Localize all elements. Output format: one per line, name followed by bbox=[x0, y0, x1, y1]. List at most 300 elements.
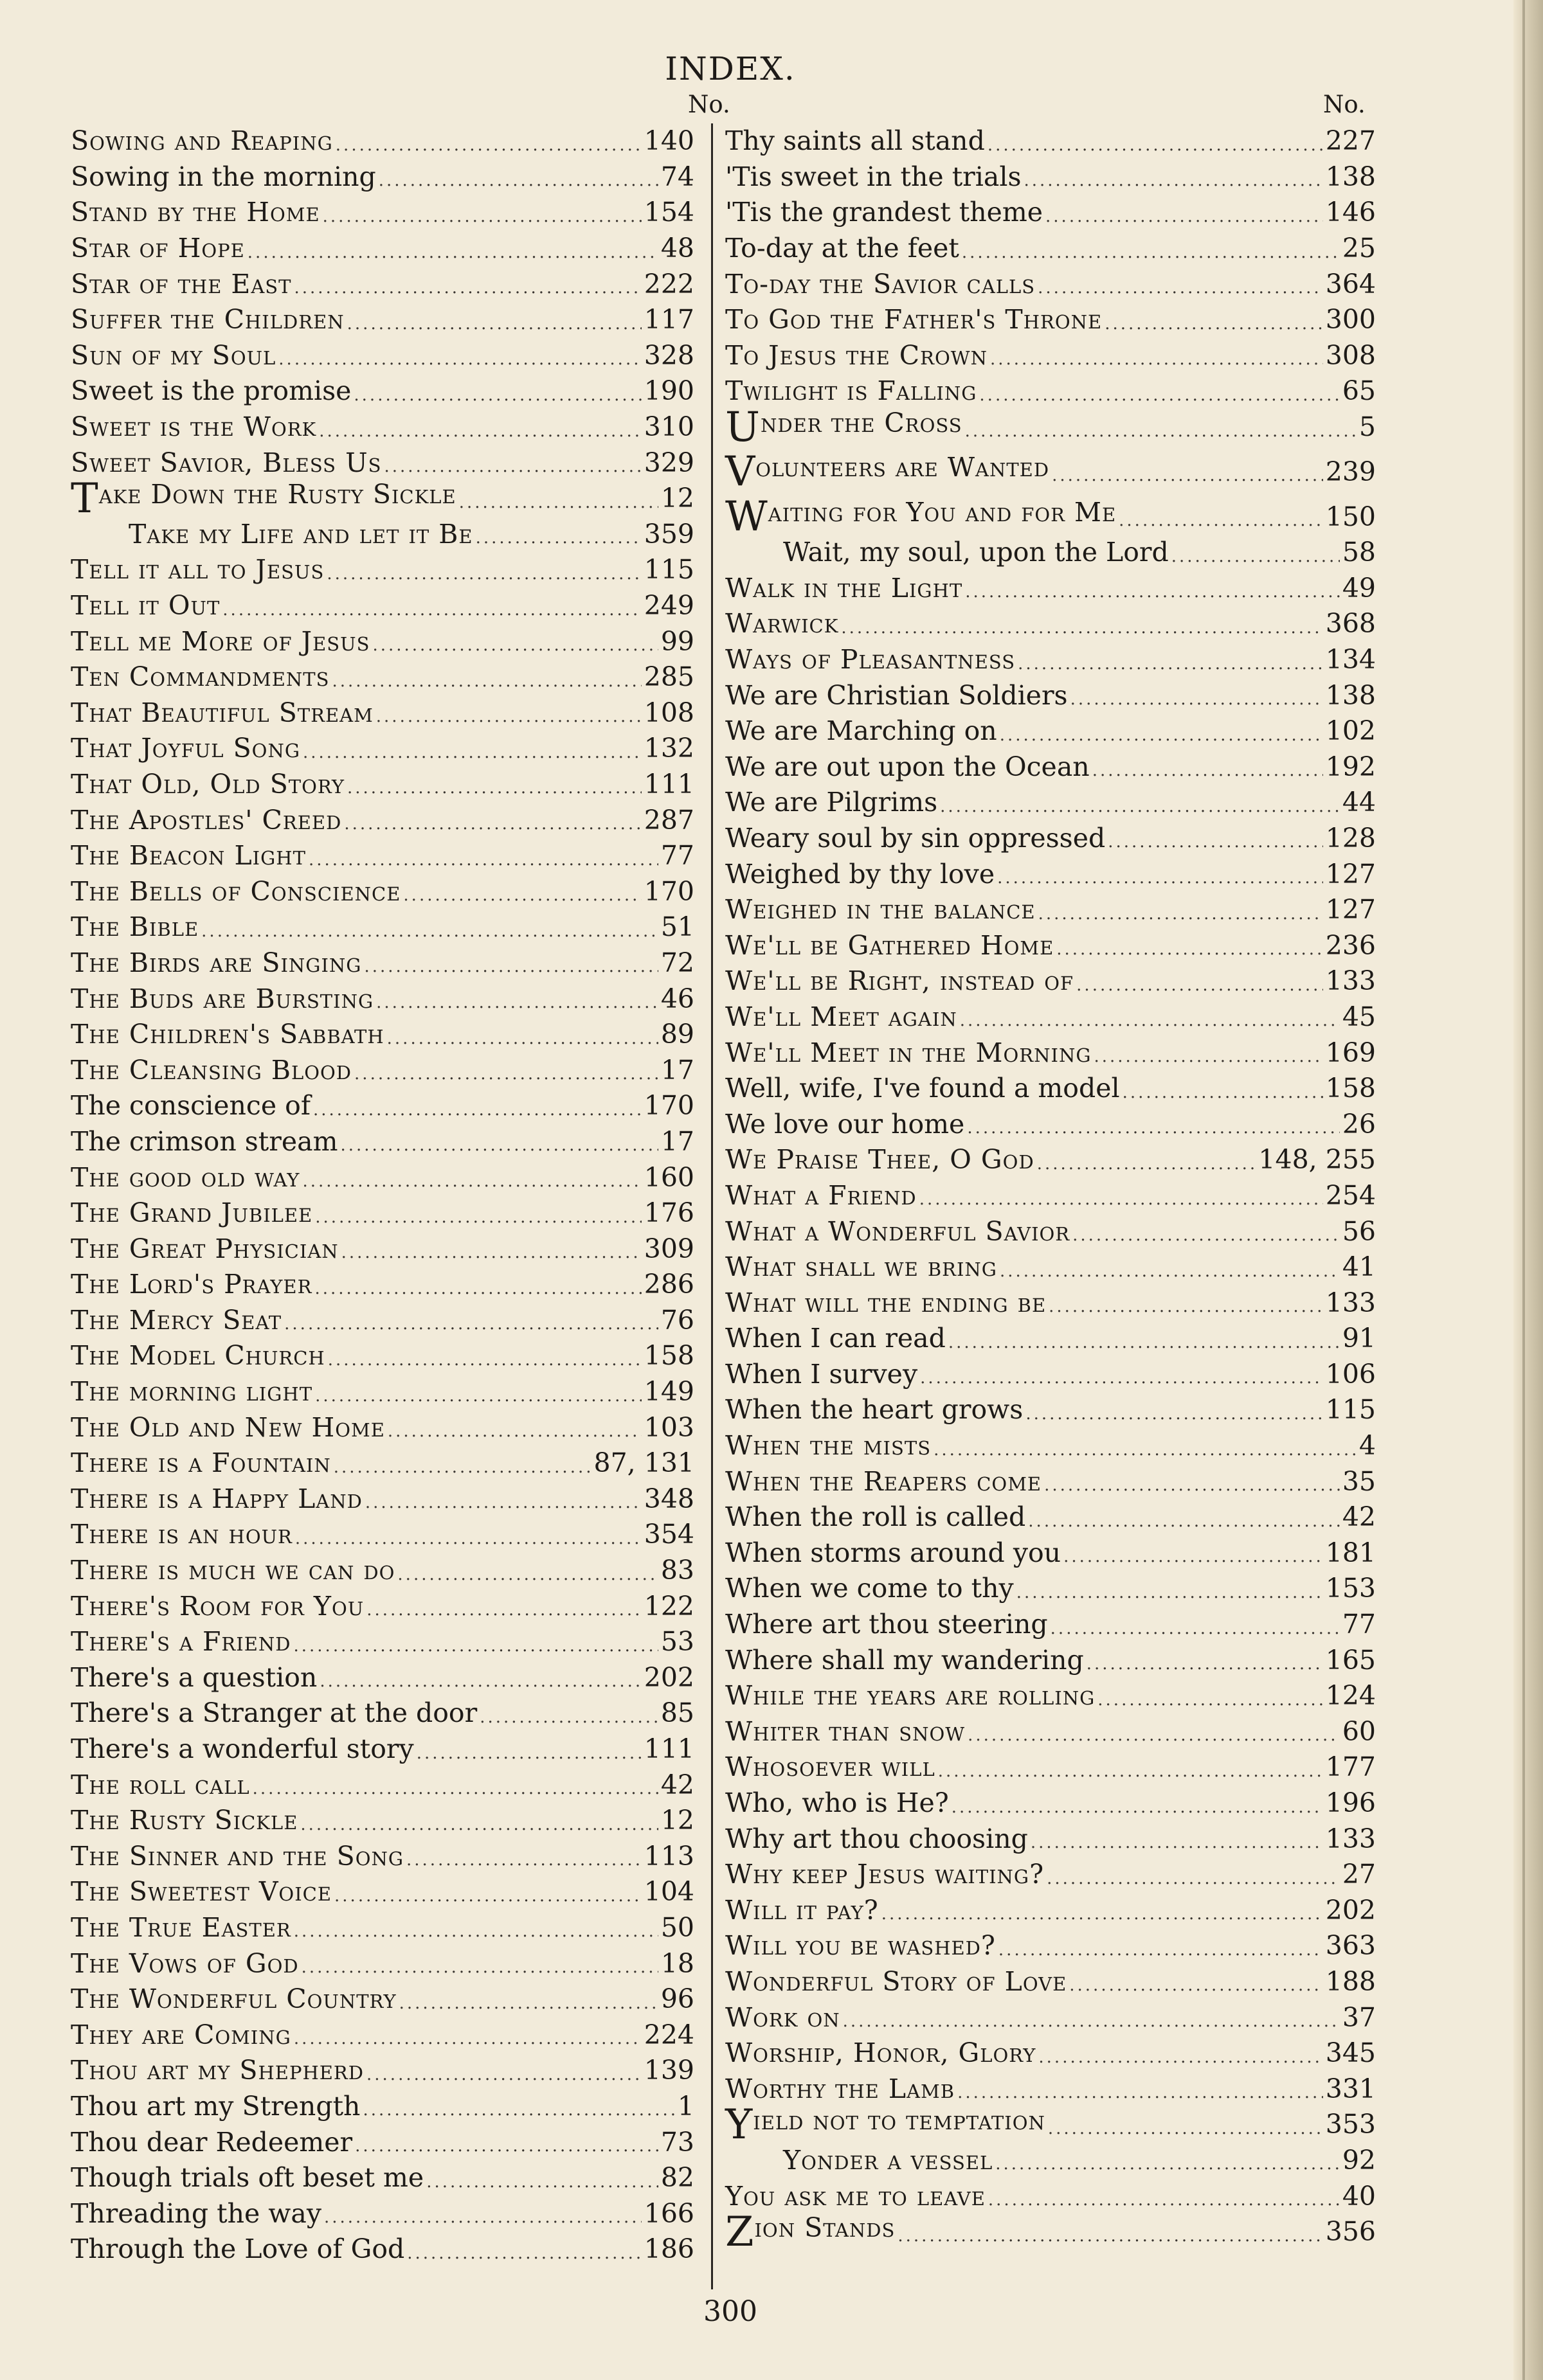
leader-dots bbox=[327, 566, 641, 582]
leader-dots bbox=[284, 1316, 658, 1332]
entry-title: We are Pilgrims bbox=[725, 787, 938, 818]
entry-title: Thou art my Strength bbox=[71, 2090, 361, 2122]
entry-title: The Vows of God bbox=[71, 1947, 299, 1979]
leader-dots bbox=[480, 1709, 658, 1726]
entry-number: 115 bbox=[1325, 1394, 1376, 1426]
entry-title: The Bible bbox=[71, 911, 199, 943]
leader-dots bbox=[948, 1334, 1340, 1351]
entry-title: The Beacon Light bbox=[71, 840, 306, 872]
leader-dots bbox=[315, 1209, 641, 1226]
index-entry bbox=[725, 403, 1376, 451]
entry-number: 249 bbox=[644, 590, 694, 622]
entry-number: 353 bbox=[1325, 2109, 1376, 2140]
index-entry bbox=[725, 1964, 1376, 2000]
page-spine-edge bbox=[1513, 0, 1543, 2380]
entry-number: 165 bbox=[1325, 1644, 1376, 1676]
index-entry bbox=[71, 2089, 694, 2125]
entry-title: We love our home bbox=[725, 1108, 965, 1140]
entry-title: Sowing and Reaping bbox=[71, 125, 333, 157]
entry-number: 17 bbox=[660, 1125, 694, 1157]
leader-dots bbox=[1038, 906, 1323, 922]
entry-title: We are out upon the Ocean bbox=[725, 751, 1090, 782]
leader-dots bbox=[248, 244, 658, 261]
index-entry bbox=[71, 1338, 694, 1374]
entry-number: 363 bbox=[1325, 1930, 1376, 1962]
index-entry bbox=[71, 1767, 694, 1803]
entry-title: There's a wonderful story bbox=[71, 1733, 414, 1765]
entry-title: The Buds are Bursting bbox=[71, 983, 374, 1014]
entry-title: When I survey bbox=[725, 1358, 918, 1390]
leader-dots bbox=[1000, 727, 1323, 744]
leader-dots bbox=[1171, 548, 1340, 565]
entry-title: That Old, Old Story bbox=[71, 768, 345, 800]
entry-number: 148, 255 bbox=[1258, 1144, 1376, 1176]
index-entry bbox=[725, 195, 1376, 231]
entry-title: There is much we can do bbox=[71, 1555, 395, 1586]
entry-number: 99 bbox=[660, 625, 694, 657]
entry-number: 308 bbox=[1325, 339, 1376, 371]
index-entry bbox=[71, 2124, 694, 2160]
entry-title: Wonderful Story of Love bbox=[725, 1965, 1067, 1997]
entry-number: 74 bbox=[660, 161, 694, 192]
index-entry bbox=[725, 1392, 1376, 1428]
index-entry bbox=[71, 552, 694, 588]
index-entry bbox=[71, 1517, 694, 1553]
leader-dots bbox=[1049, 1298, 1323, 1315]
entry-number: 5 bbox=[1358, 411, 1376, 443]
leader-dots bbox=[920, 1370, 1323, 1386]
entry-number: 202 bbox=[644, 1661, 694, 1693]
index-entry bbox=[71, 123, 694, 159]
index-entry bbox=[725, 1571, 1376, 1607]
entry-title: To-day the Savior calls bbox=[725, 268, 1036, 300]
entry-title: When storms around you bbox=[725, 1537, 1061, 1568]
entry-number: 166 bbox=[644, 2197, 694, 2229]
entry-title: Why keep Jesus waiting? bbox=[725, 1859, 1045, 1890]
index-entry bbox=[71, 1910, 694, 1946]
entry-number: 58 bbox=[1342, 537, 1376, 568]
index-entry bbox=[71, 409, 694, 445]
entry-number: 287 bbox=[644, 804, 694, 836]
leader-dots bbox=[278, 351, 641, 368]
entry-title: Tell it all to Jesus bbox=[71, 554, 325, 586]
index-entry bbox=[71, 1267, 694, 1303]
leader-dots bbox=[957, 2084, 1323, 2101]
index-entry bbox=[71, 1159, 694, 1195]
index-entry bbox=[71, 1017, 694, 1053]
entry-title: Zion Stands bbox=[725, 2208, 896, 2256]
entry-number: 77 bbox=[1342, 1609, 1376, 1640]
entry-number: 115 bbox=[644, 554, 694, 586]
leader-dots bbox=[201, 923, 658, 940]
index-entry bbox=[725, 2208, 1376, 2256]
index-entry bbox=[725, 1428, 1376, 1464]
index-entry bbox=[725, 713, 1376, 749]
entry-number: 254 bbox=[1325, 1179, 1376, 1211]
entry-number: 186 bbox=[644, 2233, 694, 2265]
index-entry bbox=[725, 266, 1376, 302]
entry-title: Work on bbox=[725, 2001, 840, 2033]
leader-dots bbox=[965, 423, 1357, 440]
leader-dots bbox=[363, 2102, 674, 2118]
entry-title: Sowing in the morning bbox=[71, 161, 376, 192]
entry-title: Sun of my Soul bbox=[71, 339, 276, 371]
leader-dots bbox=[1072, 1227, 1340, 1244]
entry-number: 328 bbox=[644, 339, 694, 371]
leader-dots bbox=[388, 1423, 642, 1440]
leader-dots bbox=[1087, 1656, 1323, 1672]
leader-dots bbox=[426, 2174, 658, 2190]
index-entry bbox=[71, 1124, 694, 1160]
index-entry bbox=[725, 1106, 1376, 1142]
index-entry bbox=[71, 1052, 694, 1088]
number-header-left: No. bbox=[688, 91, 730, 118]
entry-number: 26 bbox=[1342, 1108, 1376, 1140]
entry-number: 83 bbox=[660, 1555, 694, 1586]
entry-number: 96 bbox=[660, 1983, 694, 2015]
entry-number: 92 bbox=[1342, 2144, 1376, 2176]
entry-title: There's a question bbox=[71, 1661, 318, 1693]
entry-title: The True Easter bbox=[71, 1911, 291, 1943]
index-entry bbox=[71, 838, 694, 874]
entry-title: The Sweetest Voice bbox=[71, 1876, 332, 1908]
entry-number: 224 bbox=[644, 2019, 694, 2050]
entry-title: When we come to thy bbox=[725, 1573, 1014, 1604]
entry-title: The good old way bbox=[71, 1161, 300, 1193]
leader-dots bbox=[365, 1494, 642, 1511]
entry-title: Tell me More of Jesus bbox=[71, 625, 370, 657]
leader-dots bbox=[387, 1030, 658, 1047]
entry-title: There is a Happy Land bbox=[71, 1483, 363, 1514]
index-entry bbox=[71, 695, 694, 731]
entry-number: 82 bbox=[660, 2162, 694, 2194]
leader-dots bbox=[347, 316, 642, 332]
entry-title: The morning light bbox=[71, 1376, 313, 1408]
index-entry bbox=[725, 535, 1376, 571]
entry-title: The Bells of Conscience bbox=[71, 875, 401, 907]
entry-title: Twilight is Falling bbox=[725, 375, 977, 407]
entry-title: The Rusty Sickle bbox=[71, 1805, 298, 1836]
leader-dots bbox=[843, 2013, 1340, 2030]
entry-number: 53 bbox=[660, 1626, 694, 1658]
entry-number: 72 bbox=[660, 947, 694, 978]
entry-number: 122 bbox=[644, 1590, 694, 1622]
entry-title: Tell it Out bbox=[71, 590, 221, 622]
entry-number: 48 bbox=[660, 233, 694, 264]
entry-title: The Sinner and the Song bbox=[71, 1840, 404, 1872]
leader-dots bbox=[881, 1906, 1323, 1922]
entry-number: 132 bbox=[644, 733, 694, 764]
leader-dots bbox=[320, 1673, 641, 1690]
entry-number: 146 bbox=[1325, 197, 1376, 228]
leader-dots bbox=[366, 2066, 642, 2083]
entry-number: 169 bbox=[1325, 1037, 1376, 1068]
index-entry bbox=[71, 731, 694, 767]
entry-title: Stand by the Home bbox=[71, 197, 320, 228]
index-entry bbox=[71, 517, 694, 553]
entry-number: 177 bbox=[1325, 1751, 1376, 1783]
leader-dots bbox=[841, 620, 1322, 636]
leader-dots bbox=[334, 1459, 591, 1476]
page-title: INDEX. bbox=[665, 50, 796, 87]
entry-number: 149 bbox=[644, 1376, 694, 1408]
entry-number: 222 bbox=[644, 268, 694, 300]
leader-dots bbox=[1097, 1692, 1322, 1708]
leader-dots bbox=[417, 1745, 642, 1762]
entry-title: The Model Church bbox=[71, 1340, 325, 1372]
entry-title: Take my Life and let it Be bbox=[129, 518, 473, 550]
leader-dots bbox=[1070, 691, 1323, 708]
entry-title: What shall we bring bbox=[725, 1251, 997, 1283]
leader-dots bbox=[1031, 1834, 1323, 1851]
entry-number: 111 bbox=[644, 1733, 694, 1765]
leader-dots bbox=[294, 1923, 658, 1940]
index-entry bbox=[725, 493, 1376, 541]
entry-number: 40 bbox=[1342, 2180, 1376, 2212]
index-entry bbox=[725, 1857, 1376, 1893]
index-entry bbox=[71, 1803, 694, 1839]
entry-number: 25 bbox=[1342, 233, 1376, 264]
leader-dots bbox=[1119, 512, 1323, 529]
leader-dots bbox=[295, 1530, 642, 1547]
entry-title: We'll Meet in the Morning bbox=[725, 1037, 1092, 1068]
entry-number: 73 bbox=[660, 2126, 694, 2158]
entry-title: Worthy the Lamb bbox=[725, 2073, 955, 2104]
entry-number: 138 bbox=[1325, 161, 1376, 192]
entry-title: The Great Physician bbox=[71, 1233, 339, 1264]
leader-dots bbox=[968, 1727, 1340, 1744]
leader-dots bbox=[988, 2192, 1340, 2208]
entry-title: The Children's Sabbath bbox=[71, 1019, 384, 1050]
leader-dots bbox=[965, 584, 1340, 600]
leader-dots bbox=[1044, 1477, 1340, 1494]
index-entry bbox=[725, 677, 1376, 713]
entry-number: 104 bbox=[644, 1876, 694, 1908]
index-entry bbox=[725, 123, 1376, 159]
entry-number: 35 bbox=[1342, 1465, 1376, 1497]
leader-dots bbox=[960, 1012, 1340, 1029]
entry-title: Weary soul by sin oppressed bbox=[725, 822, 1106, 854]
index-entry bbox=[71, 1731, 694, 1767]
leader-dots bbox=[1016, 1584, 1323, 1601]
leader-dots bbox=[459, 494, 658, 511]
entry-title: To-day at the feet bbox=[725, 233, 959, 264]
leader-dots bbox=[406, 1852, 642, 1868]
entry-title: The Lord's Prayer bbox=[71, 1269, 312, 1300]
entry-title: What a Friend bbox=[725, 1179, 917, 1211]
entry-number: 42 bbox=[1342, 1501, 1376, 1533]
index-entry bbox=[71, 659, 694, 695]
index-entry bbox=[725, 642, 1376, 678]
entry-title: The Cleansing Blood bbox=[71, 1054, 352, 1086]
index-entry bbox=[725, 785, 1376, 821]
entry-title: Warwick bbox=[725, 608, 839, 640]
entry-title: Sweet is the promise bbox=[71, 375, 352, 407]
entry-number: 37 bbox=[1342, 2001, 1376, 2033]
index-entry bbox=[725, 1321, 1376, 1357]
leader-dots bbox=[302, 1173, 641, 1190]
entry-title: The roll call bbox=[71, 1769, 250, 1800]
index-entry bbox=[725, 1607, 1376, 1643]
index-entry bbox=[71, 2017, 694, 2053]
entry-title: Yonder a vessel bbox=[783, 2144, 993, 2176]
leader-dots bbox=[315, 1388, 642, 1404]
index-entry bbox=[71, 1946, 694, 1982]
index-entry bbox=[725, 856, 1376, 892]
leader-dots bbox=[376, 994, 658, 1011]
index-entry bbox=[71, 338, 694, 374]
entry-number: 111 bbox=[644, 768, 694, 800]
entry-title: Will you be washed? bbox=[725, 1930, 996, 1962]
index-entry bbox=[71, 195, 694, 231]
entry-title: Take Down the Rusty Sickle bbox=[71, 474, 456, 523]
entry-number: 103 bbox=[644, 1411, 694, 1443]
index-entry bbox=[725, 445, 1376, 499]
index-entry bbox=[725, 1357, 1376, 1393]
entry-number: 65 bbox=[1342, 375, 1376, 407]
index-entry bbox=[71, 2196, 694, 2232]
entry-number: 368 bbox=[1325, 608, 1376, 640]
index-entry bbox=[71, 623, 694, 659]
leader-dots bbox=[324, 2209, 642, 2226]
leader-dots bbox=[919, 1191, 1323, 1208]
entry-title: Sweet Savior, Bless Us bbox=[71, 447, 382, 478]
entry-title: We'll be Gathered Home bbox=[725, 929, 1054, 961]
entry-title: We are Christian Soldiers bbox=[725, 679, 1068, 711]
index-entry bbox=[725, 1178, 1376, 1214]
index-entry bbox=[725, 892, 1376, 928]
index-entry bbox=[71, 909, 694, 945]
index-entry bbox=[725, 1642, 1376, 1678]
entry-title: Wait, my soul, upon the Lord bbox=[783, 537, 1169, 568]
entry-title: Weighed by thy love bbox=[725, 858, 995, 890]
entry-number: 124 bbox=[1325, 1680, 1376, 1712]
entry-number: 140 bbox=[644, 125, 694, 157]
index-entry bbox=[725, 1249, 1376, 1285]
entry-number: 158 bbox=[644, 1340, 694, 1372]
entry-title: What a Wonderful Savior bbox=[725, 1215, 1070, 1247]
leader-dots bbox=[1018, 656, 1323, 672]
page-number: 300 bbox=[703, 2295, 757, 2328]
entry-number: 113 bbox=[644, 1840, 694, 1872]
entry-number: 50 bbox=[660, 1911, 694, 1943]
entry-number: 76 bbox=[660, 1304, 694, 1336]
entry-number: 91 bbox=[1342, 1323, 1376, 1354]
entry-number: 356 bbox=[1325, 2216, 1376, 2248]
leader-dots bbox=[952, 1799, 1323, 1816]
entry-title: The conscience of bbox=[71, 1090, 311, 1122]
index-entry bbox=[725, 1678, 1376, 1714]
entry-number: 45 bbox=[1342, 1001, 1376, 1032]
leader-dots bbox=[1052, 467, 1323, 484]
entry-title: Well, wife, I've found a model bbox=[725, 1073, 1120, 1104]
spine-shadow-line bbox=[1522, 0, 1525, 2380]
index-entry bbox=[71, 1374, 694, 1410]
leader-dots bbox=[1051, 1620, 1340, 1637]
number-header-right: No. bbox=[1323, 91, 1366, 118]
index-entry bbox=[71, 231, 694, 267]
entry-number: 117 bbox=[644, 304, 694, 336]
index-column-right bbox=[725, 123, 1376, 2289]
leader-dots bbox=[334, 1888, 642, 1904]
leader-dots bbox=[938, 1763, 1323, 1780]
entry-title: Whosoever will bbox=[725, 1751, 935, 1783]
leader-dots bbox=[344, 816, 641, 832]
index-entry bbox=[71, 1303, 694, 1339]
leader-dots bbox=[300, 1816, 658, 1833]
entry-title: Suffer the Children bbox=[71, 304, 345, 336]
entry-number: 77 bbox=[660, 840, 694, 872]
index-entry bbox=[725, 1714, 1376, 1750]
index-entry bbox=[71, 2053, 694, 2089]
entry-title: Thou dear Redeemer bbox=[71, 2126, 353, 2158]
entry-number: 85 bbox=[660, 1697, 694, 1729]
leader-dots bbox=[323, 208, 642, 225]
entry-title: Ways of Pleasantness bbox=[725, 644, 1016, 676]
entry-title: Thou art my Shepherd bbox=[71, 2055, 365, 2086]
entry-title: Weighed in the balance bbox=[725, 894, 1036, 926]
entry-title: They are Coming bbox=[71, 2019, 291, 2050]
index-entry bbox=[725, 231, 1376, 267]
entry-number: 310 bbox=[644, 411, 694, 443]
entry-number: 44 bbox=[1342, 787, 1376, 818]
entry-title: Ten Commandments bbox=[71, 661, 330, 693]
index-entry bbox=[725, 1499, 1376, 1535]
leader-dots bbox=[940, 798, 1340, 815]
entry-title: Worship, Honor, Glory bbox=[725, 2037, 1036, 2069]
entry-title: You ask me to leave bbox=[725, 2180, 986, 2212]
index-entry bbox=[71, 159, 694, 195]
entry-title: To Jesus the Crown bbox=[725, 339, 988, 371]
entry-title: When the Reapers come bbox=[725, 1465, 1042, 1497]
index-entry bbox=[71, 1874, 694, 1910]
leader-dots bbox=[898, 2228, 1322, 2244]
leader-dots bbox=[313, 1102, 642, 1118]
entry-title: The Wonderful Country bbox=[71, 1983, 397, 2015]
entry-number: 87, 131 bbox=[593, 1447, 694, 1479]
index-entry bbox=[71, 2160, 694, 2196]
leader-dots bbox=[340, 1137, 658, 1154]
index-entry bbox=[71, 1409, 694, 1445]
entry-title: Though trials oft beset me bbox=[71, 2162, 424, 2194]
entry-number: 329 bbox=[644, 447, 694, 478]
entry-number: 227 bbox=[1325, 125, 1376, 157]
entry-title: There's Room for You bbox=[71, 1590, 365, 1622]
leader-dots bbox=[319, 423, 642, 440]
entry-title: Thy saints all stand bbox=[725, 125, 985, 157]
index-entry bbox=[71, 1195, 694, 1231]
leader-dots bbox=[302, 1959, 658, 1976]
leader-dots bbox=[303, 744, 642, 761]
entry-number: 309 bbox=[644, 1233, 694, 1264]
entry-number: 17 bbox=[660, 1054, 694, 1086]
leader-dots bbox=[336, 137, 642, 154]
index-entry bbox=[71, 1696, 694, 1731]
leader-dots bbox=[364, 958, 658, 975]
leader-dots bbox=[1028, 1513, 1340, 1530]
leader-dots bbox=[997, 870, 1323, 886]
leader-dots bbox=[1047, 1870, 1340, 1887]
entry-number: 158 bbox=[1325, 1073, 1376, 1104]
index-entry bbox=[725, 1142, 1376, 1178]
leader-dots bbox=[379, 172, 658, 189]
entry-title: Why art thou choosing bbox=[725, 1823, 1028, 1854]
leader-dots bbox=[309, 852, 658, 868]
entry-number: 56 bbox=[1342, 1215, 1376, 1247]
leader-dots bbox=[1108, 834, 1322, 850]
entry-number: 139 bbox=[644, 2055, 694, 2086]
entry-number: 170 bbox=[644, 875, 694, 907]
